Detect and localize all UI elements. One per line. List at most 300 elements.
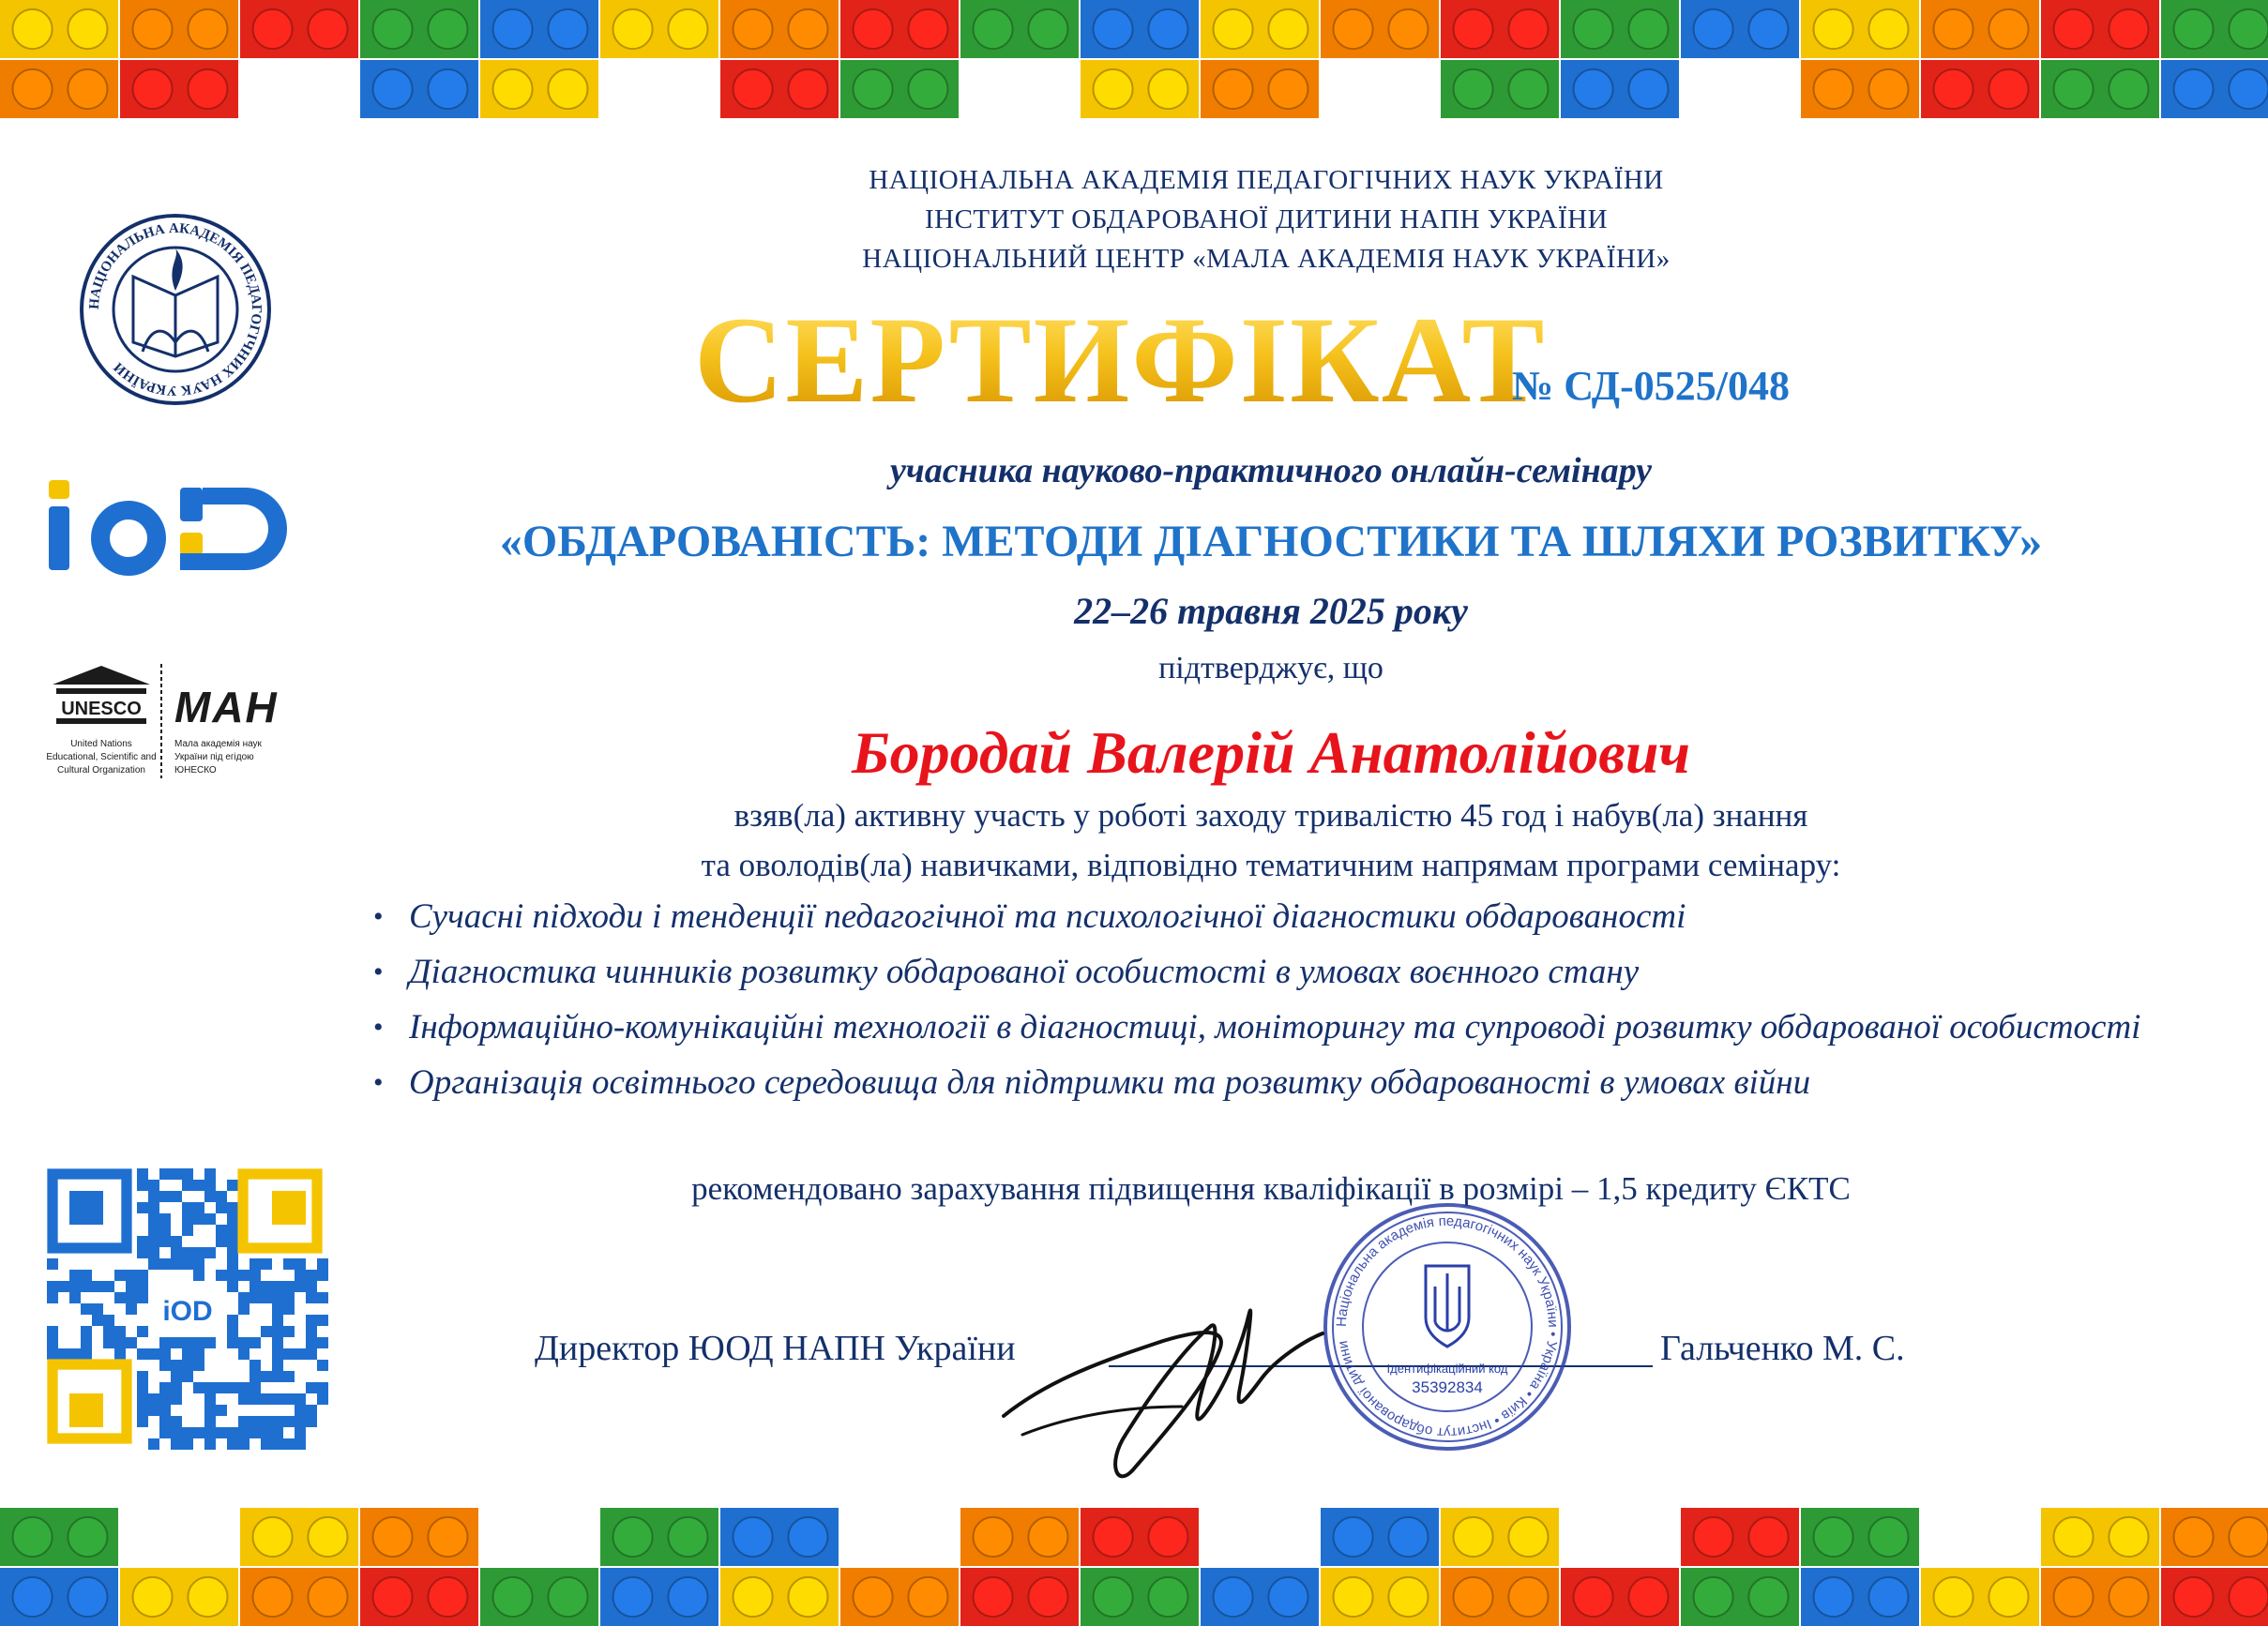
qr-module: [148, 1202, 159, 1213]
brick-stud: [1868, 1517, 1908, 1557]
confirms-text: підтверджує, що: [1158, 651, 1383, 685]
brick-stud: [1093, 1517, 1132, 1557]
brick-stud: [2109, 69, 2148, 109]
brick-stud: [428, 9, 467, 49]
qr-module: [137, 1393, 148, 1405]
qr-module: [249, 1427, 261, 1438]
qr-module: [261, 1371, 272, 1382]
brick-stud: [2053, 9, 2093, 49]
qr-module: [306, 1337, 317, 1348]
brick-stud: [1388, 1577, 1428, 1617]
qr-module: [137, 1180, 148, 1191]
brick-stud: [1148, 1577, 1187, 1617]
qr-finder-center: [69, 1191, 103, 1225]
qr-module: [81, 1348, 92, 1360]
qr-module: [92, 1315, 103, 1326]
qr-module: [306, 1326, 317, 1337]
brick-stud: [1813, 9, 1852, 49]
qr-module: [126, 1281, 137, 1292]
qr-module: [317, 1258, 328, 1270]
qr-module: [283, 1258, 295, 1270]
brick-stud: [2229, 69, 2268, 109]
qr-module: [283, 1371, 295, 1382]
qr-module: [272, 1416, 283, 1427]
brick-stud: [1628, 9, 1668, 49]
brick-pattern-bottom: [0, 1508, 2268, 1626]
qr-module: [272, 1427, 283, 1438]
qr-module: [171, 1258, 182, 1270]
director-title: Директор ЮОД НАПН України: [535, 1329, 1016, 1368]
qr-module: [137, 1292, 148, 1303]
qr-module: [171, 1191, 182, 1202]
header-line-academy: НАЦІОНАЛЬНА АКАДЕМІЯ ПЕДАГОГІЧНИХ НАУК УКРАЇНИ: [869, 165, 1664, 195]
qr-module: [306, 1348, 317, 1360]
brick-stud: [12, 1577, 52, 1617]
qr-module: [272, 1315, 283, 1326]
qr-finder-center: [69, 1393, 103, 1427]
qr-module: [81, 1303, 92, 1315]
qr-module: [272, 1360, 283, 1371]
qr-module: [47, 1326, 58, 1337]
brick-stud: [1988, 9, 2028, 49]
brick-stud: [68, 69, 107, 109]
brick-stud: [188, 69, 227, 109]
qr-module: [148, 1213, 159, 1225]
qr-module: [261, 1281, 272, 1292]
qr-module: [182, 1202, 193, 1213]
qr-module: [238, 1303, 249, 1315]
naps-logo: [77, 211, 274, 413]
seminar-dates: 22–26 травня 2025 року: [1074, 590, 1468, 632]
naps-ring-text: НАЦІОНАЛЬНА АКАДЕМІЯ ПЕДАГОГІЧНИХ НАУК УКРАЇНИ: [86, 220, 265, 399]
certificate-number: № СД-0525/048: [1512, 363, 1790, 409]
brick-stud: [372, 1517, 412, 1557]
qr-module: [306, 1270, 317, 1281]
brick-stud: [1333, 9, 1372, 49]
qr-module: [272, 1438, 283, 1450]
brick-stud: [308, 9, 347, 49]
qr-module: [261, 1393, 272, 1405]
brick-stud: [2229, 9, 2268, 49]
header-line-man: НАЦІОНАЛЬНИЙ ЦЕНТР «МАЛА АКАДЕМІЯ НАУК УКРАЇНИ»: [862, 244, 1671, 274]
man-word: МАН: [174, 683, 279, 731]
brick-stud: [1508, 1577, 1548, 1617]
qr-module: [182, 1438, 193, 1450]
qr-module: [81, 1337, 92, 1348]
qr-module: [159, 1225, 171, 1236]
qr-module: [137, 1348, 148, 1360]
brick-stud: [68, 1577, 107, 1617]
qr-module: [114, 1337, 126, 1348]
brick-stud: [2173, 9, 2213, 49]
brick-stud: [1748, 1517, 1788, 1557]
qr-module: [238, 1337, 249, 1348]
brick-stud: [1388, 9, 1428, 49]
qr-module: [137, 1168, 148, 1180]
qr-module: [182, 1168, 193, 1180]
brick-stud: [973, 1517, 1012, 1557]
brick-stud: [1988, 69, 2028, 109]
brick-stud: [1453, 69, 1492, 109]
brick-stud: [1508, 9, 1548, 49]
brick-stud: [1628, 1577, 1668, 1617]
director-name: Гальченко М. С.: [1660, 1329, 1905, 1368]
brick-stud: [1573, 69, 1612, 109]
brick-stud: [1693, 1517, 1732, 1557]
qr-module: [159, 1416, 171, 1427]
qr-module: [216, 1202, 227, 1213]
qr-module: [249, 1258, 261, 1270]
qr-module: [261, 1326, 272, 1337]
qr-module: [283, 1438, 295, 1450]
brick-stud: [788, 1577, 827, 1617]
qr-module: [227, 1247, 238, 1258]
qr-module: [272, 1371, 283, 1382]
qr-module: [171, 1247, 182, 1258]
brick-stud: [2173, 1517, 2213, 1557]
qr-module: [238, 1292, 249, 1303]
bullet-icon: •: [373, 956, 384, 987]
qr-module: [148, 1180, 159, 1191]
brick-stud: [2053, 1517, 2093, 1557]
qr-module: [227, 1382, 238, 1393]
qr-module: [204, 1393, 216, 1405]
qr-module: [227, 1180, 238, 1191]
qr-module: [249, 1416, 261, 1427]
qr-module: [148, 1348, 159, 1360]
qr-module: [238, 1348, 249, 1360]
brick-stud: [612, 9, 652, 49]
qr-module: [216, 1405, 227, 1416]
qr-module: [216, 1191, 227, 1202]
brick-stud: [668, 1577, 707, 1617]
qr-module: [216, 1270, 227, 1281]
brick-stud: [908, 69, 947, 109]
qr-module: [317, 1393, 328, 1405]
brick-stud: [68, 9, 107, 49]
topic-text: Інформаційно-комунікаційні технології в діагностиці, моніторингу та супроводі розвитку обдарованої особистості: [409, 1008, 2141, 1046]
brick-stud: [733, 1577, 772, 1617]
brick-stud: [2053, 69, 2093, 109]
qr-module: [171, 1416, 182, 1427]
qr-module: [182, 1247, 193, 1258]
qr-module: [137, 1326, 148, 1337]
qr-module: [193, 1382, 204, 1393]
qr-module: [159, 1427, 171, 1438]
man-caption-3: ЮНЕСКО: [174, 765, 217, 775]
participant-line: учасника науково-практичного онлайн-семінару: [889, 451, 1653, 490]
brick-stud: [2109, 9, 2148, 49]
qr-module: [227, 1438, 238, 1450]
qr-module: [204, 1191, 216, 1202]
qr-module: [182, 1258, 193, 1270]
qr-module: [249, 1281, 261, 1292]
qr-module: [227, 1236, 238, 1247]
brick-stud: [428, 1577, 467, 1617]
qr-module: [261, 1416, 272, 1427]
brick-stud: [1148, 9, 1187, 49]
qr-module: [238, 1270, 249, 1281]
director-signature: [994, 1275, 1332, 1505]
qr-module: [159, 1348, 171, 1360]
qr-module: [216, 1225, 227, 1236]
qr-module: [306, 1382, 317, 1393]
qr-module: [261, 1258, 272, 1270]
brick-stud: [1813, 1577, 1852, 1617]
qr-module: [261, 1292, 272, 1303]
qr-module: [182, 1360, 193, 1371]
qr-module: [193, 1202, 204, 1213]
qr-module: [103, 1326, 114, 1337]
brick-stud: [853, 1577, 892, 1617]
brick-stud: [1933, 69, 1973, 109]
qr-module: [81, 1270, 92, 1281]
qr-module: [193, 1360, 204, 1371]
qr-module: [148, 1191, 159, 1202]
brick-stud: [132, 69, 172, 109]
brick-stud: [188, 1577, 227, 1617]
qr-module: [204, 1168, 216, 1180]
qr-module: [227, 1270, 238, 1281]
top-brick-border: [0, 0, 2268, 118]
body-text-line-2: та оволодів(ла) навичками, відповідно тематичним напрямам програми семінару:: [701, 847, 1841, 883]
brick-stud: [308, 1577, 347, 1617]
qr-module: [171, 1382, 182, 1393]
brick-stud: [853, 9, 892, 49]
qr-module: [171, 1360, 182, 1371]
brick-stud: [188, 9, 227, 49]
qr-module: [306, 1405, 317, 1416]
qr-module: [283, 1292, 295, 1303]
brick-stud: [548, 1577, 587, 1617]
qr-module: [295, 1427, 306, 1438]
qr-module: [249, 1337, 261, 1348]
list-item: [368, 895, 2150, 939]
brick-stud: [1988, 1577, 2028, 1617]
brick-stud: [1148, 69, 1187, 109]
unesco-caption-1: United Nations: [70, 739, 132, 749]
qr-module: [306, 1416, 317, 1427]
qr-module: [283, 1393, 295, 1405]
brick-stud: [492, 9, 532, 49]
brick-stud: [612, 1517, 652, 1557]
qr-module: [204, 1213, 216, 1225]
brick-stud: [2053, 1577, 2093, 1617]
qr-module: [227, 1281, 238, 1292]
topic-text: Сучасні підходи і тенденції педагогічної та психологічної діагностики обдарованості: [409, 897, 1686, 936]
qr-module: [69, 1281, 81, 1292]
brick-stud: [973, 1577, 1012, 1617]
qr-module: [227, 1213, 238, 1225]
brick-stud: [1453, 1517, 1492, 1557]
brick-stud: [1028, 9, 1067, 49]
bullet-icon: •: [373, 901, 384, 932]
qr-module: [227, 1202, 238, 1213]
brick-stud: [733, 1517, 772, 1557]
brick-stud: [1868, 1577, 1908, 1617]
topic-text: Діагностика чинників розвитку обдарованої особистості в умовах воєнного стану: [409, 953, 1640, 991]
qr-module: [283, 1326, 295, 1337]
qr-module: [227, 1427, 238, 1438]
qr-module: [249, 1382, 261, 1393]
qr-module: [283, 1416, 295, 1427]
man-caption-2: України під егідою: [174, 752, 254, 762]
qr-module: [193, 1270, 204, 1281]
qr-module: [204, 1405, 216, 1416]
qr-module: [137, 1247, 148, 1258]
qr-module: [159, 1337, 171, 1348]
qr-module: [159, 1382, 171, 1393]
qr-finder-center: [272, 1191, 306, 1225]
seal-id-label: Ідентифікаційний код: [1386, 1362, 1508, 1376]
iod-logo: [49, 467, 311, 584]
qr-module: [204, 1382, 216, 1393]
brick-stud: [428, 1517, 467, 1557]
qr-module: [81, 1326, 92, 1337]
brick-stud: [132, 1577, 172, 1617]
qr-module: [204, 1427, 216, 1438]
brick-stud: [2109, 1517, 2148, 1557]
qr-module: [47, 1337, 58, 1348]
qr-module: [227, 1225, 238, 1236]
qr-module: [249, 1270, 261, 1281]
qr-module: [171, 1371, 182, 1382]
qr-module: [69, 1292, 81, 1303]
brick-stud: [372, 9, 412, 49]
qr-module: [227, 1326, 238, 1337]
qr-module: [148, 1225, 159, 1236]
qr-module: [182, 1225, 193, 1236]
brick-stud: [132, 9, 172, 49]
qr-module: [295, 1270, 306, 1281]
brick-stud: [1628, 69, 1668, 109]
qr-module: [295, 1416, 306, 1427]
qr-module: [114, 1326, 126, 1337]
qr-module: [126, 1337, 137, 1348]
qr-module: [193, 1337, 204, 1348]
qr-module: [306, 1292, 317, 1303]
qr-module: [216, 1236, 227, 1247]
qr-module: [69, 1270, 81, 1281]
qr-module: [159, 1191, 171, 1202]
qr-center-logo: iOD: [162, 1296, 213, 1327]
qr-module: [238, 1427, 249, 1438]
qr-module: [103, 1315, 114, 1326]
brick-stud: [1508, 69, 1548, 109]
brick-stud: [12, 9, 52, 49]
brick-stud: [252, 9, 292, 49]
qr-module: [126, 1292, 137, 1303]
brick-stud: [1868, 69, 1908, 109]
qr-module: [193, 1213, 204, 1225]
brick-stud: [372, 69, 412, 109]
brick-stud: [12, 1517, 52, 1557]
brick-stud: [68, 1517, 107, 1557]
brick-stud: [1333, 1517, 1372, 1557]
brick-stud: [788, 9, 827, 49]
qr-module: [182, 1348, 193, 1360]
qr-module: [295, 1281, 306, 1292]
brick-stud: [1093, 1577, 1132, 1617]
qr-module: [238, 1393, 249, 1405]
brick-stud: [1028, 1517, 1067, 1557]
brick-stud: [252, 1577, 292, 1617]
qr-module: [171, 1168, 182, 1180]
brick-stud: [733, 9, 772, 49]
qr-module: [159, 1405, 171, 1416]
recommendation-text: рекомендовано зарахування підвищення кваліфікації в розмірі – 1,5 кредиту ЄКТС: [691, 1170, 1851, 1207]
qr-module: [317, 1315, 328, 1326]
qr-module: [306, 1281, 317, 1292]
qr-module: [227, 1315, 238, 1326]
qr-module: [137, 1371, 148, 1382]
brick-stud: [428, 69, 467, 109]
bullet-icon: •: [373, 1012, 384, 1043]
brick-stud: [1268, 1577, 1308, 1617]
brick-stud: [1148, 1517, 1187, 1557]
qr-module: [249, 1360, 261, 1371]
brick-stud: [548, 69, 587, 109]
list-item: [368, 950, 2150, 994]
qr-module: [306, 1315, 317, 1326]
qr-module: [159, 1168, 171, 1180]
unesco-caption-2: Educational, Scientific and: [46, 752, 157, 762]
qr-module: [47, 1348, 58, 1360]
qr-module: [137, 1202, 148, 1213]
bullet-icon: •: [373, 1067, 384, 1098]
qr-module: [249, 1371, 261, 1382]
qr-module: [204, 1438, 216, 1450]
qr-module: [114, 1292, 126, 1303]
qr-module: [137, 1416, 148, 1427]
qr-module: [193, 1348, 204, 1360]
brick-stud: [1213, 9, 1252, 49]
qr-module: [317, 1382, 328, 1393]
brick-stud: [1453, 1577, 1492, 1617]
brick-stud: [372, 1577, 412, 1617]
qr-module: [227, 1337, 238, 1348]
unesco-word: UNESCO: [61, 699, 142, 719]
brick-stud: [12, 69, 52, 109]
qr-module: [295, 1405, 306, 1416]
qr-module: [126, 1303, 137, 1315]
qr-code[interactable]: [47, 1168, 328, 1454]
unesco-caption-3: Cultural Organization: [57, 765, 145, 775]
qr-module: [182, 1337, 193, 1348]
qr-module: [171, 1393, 182, 1405]
brick-stud: [1813, 69, 1852, 109]
qr-module: [272, 1348, 283, 1360]
qr-module: [159, 1236, 171, 1247]
brick-stud: [1213, 1577, 1252, 1617]
qr-module: [249, 1393, 261, 1405]
brick-stud: [1748, 1577, 1788, 1617]
qr-module: [283, 1281, 295, 1292]
brick-stud: [2229, 1517, 2268, 1557]
seal-outer-text: Національна академія педагогічних наук України • Україна • Київ • Інститут обдарованої дитини: [1333, 1212, 1562, 1441]
qr-module: [148, 1258, 159, 1270]
qr-module: [69, 1348, 81, 1360]
qr-module: [92, 1303, 103, 1315]
list-item: [368, 1005, 2150, 1049]
body-text-line-1: взяв(ла) активну участь у роботі заходу тривалістю 45 год і набув(ла) знання: [733, 797, 1808, 834]
brick-stud: [492, 69, 532, 109]
qr-module: [238, 1438, 249, 1450]
brick-pattern-top: [0, 0, 2268, 118]
brick-stud: [2173, 69, 2213, 109]
qr-module: [272, 1281, 283, 1292]
brick-stud: [908, 1577, 947, 1617]
